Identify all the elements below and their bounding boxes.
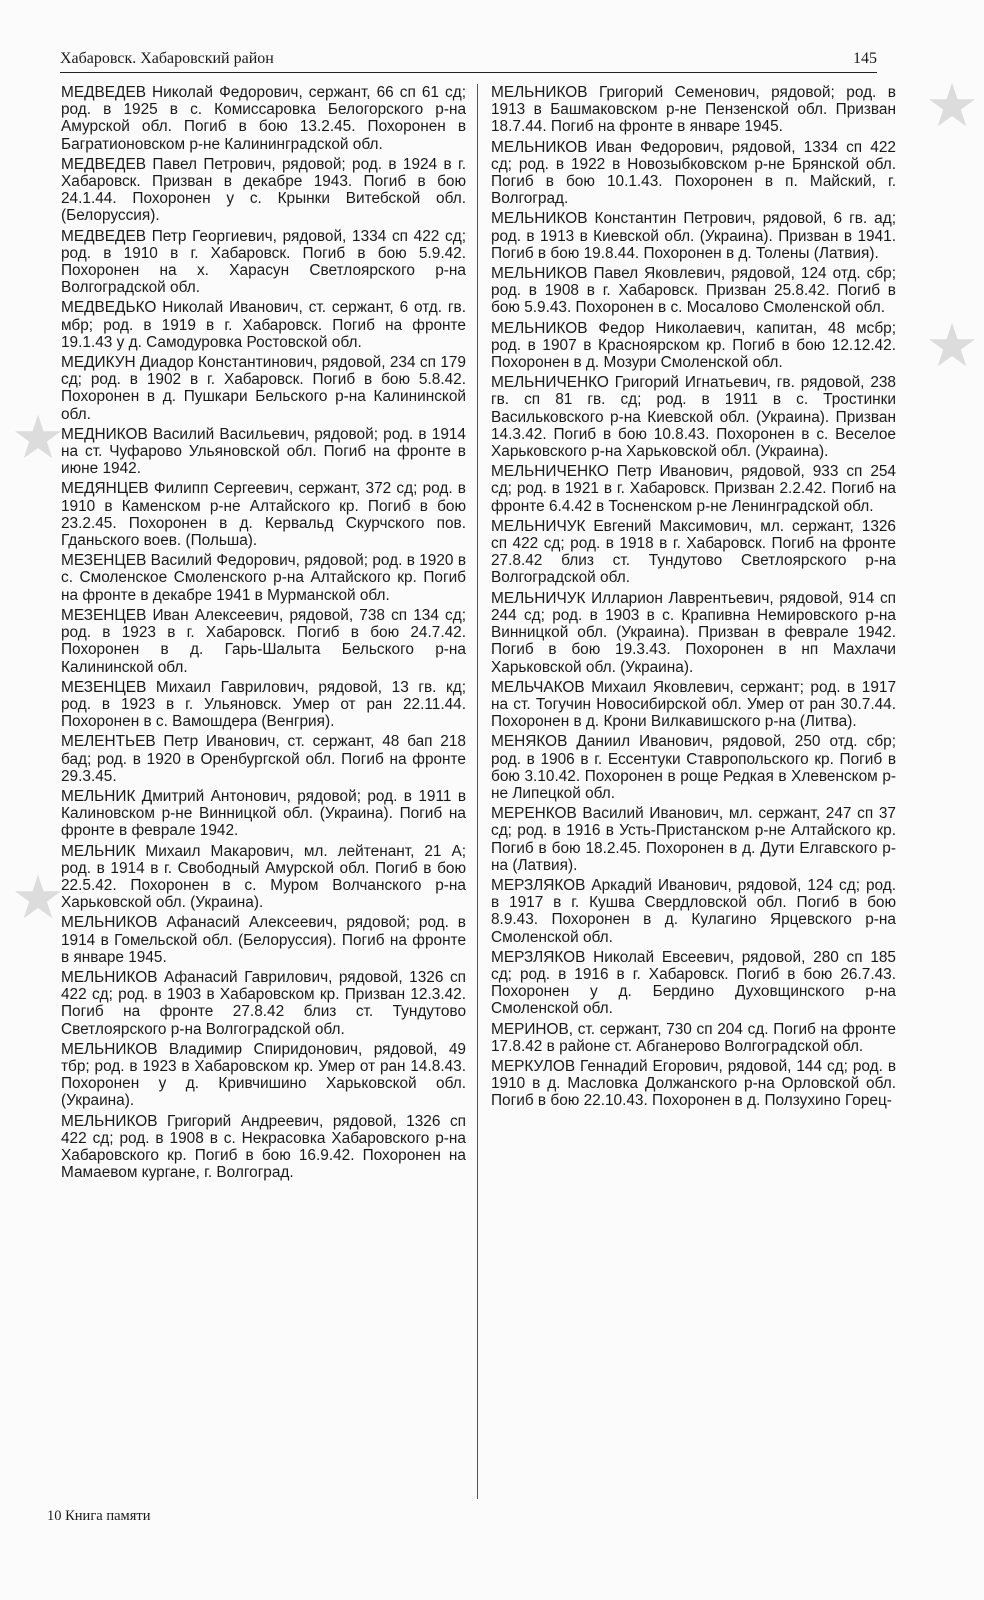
memorial-entry: МЕЛЬЧАКОВ Михаил Яковлевич, сержант; род. в 1917 на ст. Тогучин Новосибирской обл. Умер от ран 30.7.44. Похоронен в д. Крони Вилкавишского р-на (Литва). (491, 678, 896, 731)
memorial-entry: МЕЗЕНЦЕВ Михаил Гаврилович, рядовой, 13 гв. кд; род. в 1923 в г. Ульяновск. Умер от ран 22.11.44. Похоронен в с. Вамошдера (Венгрия). (61, 678, 466, 731)
page-footer: 10 Книга памяти (47, 1508, 151, 1524)
left-column (61, 84, 466, 1184)
page-header (60, 46, 877, 73)
memorial-entry: МЕЛЬНИКОВ Павел Яковлевич, рядовой, 124 отд. сбр; род. в 1908 в г. Хабаровск. Призван 25.8.42. Погиб в бою 5.9.43. Похоронен в с. Мосалово Смоленской обл. (491, 265, 896, 317)
memorial-entry: МЕЛЬНИЧУК Илларион Лаврентьевич, рядовой, 914 сп 244 сд; род. в 1903 в с. Крапивна Немировского р-на Винницкой обл. (Украина). Призван в феврале 1942. Погиб в бою 19.3.43. Похоронен в нп Махлачи Харьковской обл. (Украина). (491, 589, 896, 676)
memorial-entry: МЕРКУЛОВ Геннадий Егорович, рядовой, 144 сд; род. в 1910 в д. Масловка Должанского р-на Орловской обл. Погиб в бою 22.10.43. Похоронен в д. Ползухино Горец- (491, 1057, 896, 1110)
watermark-star-icon: ★ (11, 403, 65, 473)
memorial-entry: МЕДВЕДЬКО Николай Иванович, ст. сержант, 6 отд. гв. мбр; род. в 1919 в г. Хабаровск. Погиб на фронте 19.1.43 у д. Самодуровка Ростовской обл. (61, 299, 466, 351)
memorial-entry: МЕРЗЛЯКОВ Аркадий Иванович, рядовой, 124 сд; род. в 1917 в г. Кушва Свердловской обл. Погиб в бою 8.9.43. Похоронен в д. Кулагино Ярцевского р-на Смоленской обл. (491, 876, 896, 946)
column-divider (477, 84, 478, 1499)
memorial-entry: МЕДЯНЦЕВ Филипп Сергеевич, сержант, 372 сд; род. в 1910 в Каменском р-не Алтайского кр. Погиб в бою 23.2.45. Похоронен в д. Кервальд Скурчского пов. Гданьского воев. (Польша). (61, 480, 466, 550)
memorial-entry: МЕЛЬНИКОВ Иван Федорович, рядовой, 1334 сп 422 сд; род. в 1922 в Новозыбковском р-не Брянской обл. Погиб в бою 10.1.43. Похоронен в п. Майский, г. Волгоград. (491, 138, 896, 208)
memorial-entry: МЕРИНОВ, ст. сержант, 730 сп 204 сд. Погиб на фронте 17.8.42 в районе ст. Абганерово Волгоградской обл. (491, 1020, 896, 1055)
memorial-entry: МЕЗЕНЦЕВ Иван Алексеевич, рядовой, 738 сп 134 сд; род. в 1923 в г. Хабаровск. Погиб в бою 24.7.42. Похоронен в д. Гарь-Шалыта Бельского р-на Калининской обл. (61, 606, 466, 676)
right-column (491, 84, 896, 1113)
memorial-entry: МЕЛЬНИК Дмитрий Антонович, рядовой; род. в 1911 в Калиновском р-не Винницкой обл. (Украина). Погиб на фронте в феврале 1942. (61, 787, 466, 840)
memorial-entry: МЕЗЕНЦЕВ Василий Федорович, рядовой; род. в 1920 в с. Смоленское Смоленского р-на Алтайского кр. Погиб на фронте в декабре 1941 в Мурманской обл. (61, 552, 466, 604)
page-number: 145 (853, 50, 877, 67)
running-title: Хабаровск. Хабаровский район (60, 50, 274, 67)
memorial-entry: МЕЛЕНТЬЕВ Петр Иванович, ст. сержант, 48 бап 218 бад; род. в 1920 в Оренбургской обл. Погиб на фронте 29.3.45. (61, 733, 466, 785)
memorial-entry: МЕДВЕДЕВ Николай Федорович, сержант, 66 сп 61 сд; род. в 1925 в с. Комиссаровка Белогорского р-на Амурской обл. Погиб в бою 13.2.45. Похоронен в Багратионовском р-не Калининградской обл. (61, 84, 466, 153)
memorial-entry: МЕНЯКОВ Даниил Иванович, рядовой, 250 отд. сбр; род. в 1906 в г. Ессентуки Ставропольского кр. Погиб в бою 3.10.42. Похоронен в роще Редкая в Хлевенском р-не Липецкой обл. (491, 733, 896, 802)
memorial-entry: МЕЛЬНИКОВ Григорий Андреевич, рядовой, 1326 сп 422 сд; род. в 1908 в с. Некрасовка Хабаровского р-на Хабаровского кр. Погиб в бою 16.9.42. Похоронен на Мамаевом кургане, г. Волгоград. (61, 1112, 466, 1182)
memorial-entry: МЕЛЬНИЧЕНКО Петр Иванович, рядовой, 933 сп 254 сд; род. в 1921 в г. Хабаровск. Призван 2.2.42. Погиб на фронте 6.4.42 в Тосненском р-не Ленинградской обл. (491, 463, 896, 515)
watermark-star-icon: ★ (925, 311, 979, 381)
memorial-entry: МЕЛЬНИКОВ Федор Николаевич, капитан, 48 мсбр; род. в 1907 в Красноярском кр. Погиб в бою 12.12.42. Похоронен в д. Мозури Смоленской обл. (491, 319, 896, 372)
memorial-entry: МЕДВЕДЕВ Павел Петрович, рядовой; род. в 1924 в г. Хабаровск. Призван в декабре 1943. Погиб в бою 24.1.44. Похоронен у с. Крынки Витебской обл. (Белоруссия). (61, 155, 466, 225)
memorial-entry: МЕЛЬНИК Михаил Макарович, мл. лейтенант, 21 А; род. в 1914 в г. Свободный Амурской обл. Погиб в бою 22.5.42. Похоронен в с. Муром Волчанского р-на Харьковской обл. (Украина). (61, 842, 466, 912)
memorial-entry: МЕЛЬНИКОВ Григорий Семенович, рядовой; род. в 1913 в Башмаковском р-не Пензенской обл. Призван 18.7.44. Погиб на фронте в январе 1945. (491, 84, 896, 136)
memorial-entry: МЕЛЬНИКОВ Афанасий Алексеевич, рядовой; род. в 1914 в Гомельской обл. (Белоруссия). Погиб на фронте в январе 1945. (61, 914, 466, 966)
watermark-star-icon: ★ (925, 71, 979, 141)
memorial-entry: МЕЛЬНИЧЕНКО Григорий Игнатьевич, гв. рядовой, 238 гв. сп 81 гв. сд; род. в 1911 в с. Тростинки Васильковского р-на Киевской обл. (Украина). Призван 14.3.42. Погиб в бою 10.8.43. Похоронен в с. Веселое Харьковского р-на Харьковской обл. (Украина). (491, 374, 896, 461)
memorial-entry: МЕДВЕДЕВ Петр Георгиевич, рядовой, 1334 сп 422 сд; род. в 1910 в г. Хабаровск. Погиб в бою 5.9.42. Похоронен на х. Харасун Светлоярского р-на Волгоградской обл. (61, 227, 466, 297)
memorial-entry: МЕРЗЛЯКОВ Николай Евсеевич, рядовой, 280 сп 185 сд; род. в 1916 в г. Хабаровск. Погиб в бою 26.7.43. Похоронен у д. Бердино Духовщинского р-на Смоленской обл. (491, 948, 896, 1018)
memorial-entry: МЕЛЬНИКОВ Афанасий Гаврилович, рядовой, 1326 сп 422 сд; род. в 1903 в Хабаровском кр. Призван 12.3.42. Погиб на фронте 27.8.42 близ ст. Тундутово Светлоярского р-на Волгоградской обл. (61, 968, 466, 1038)
watermark-star-icon: ★ (11, 863, 65, 933)
memorial-entry: МЕДНИКОВ Василий Васильевич, рядовой; род. в 1914 на ст. Чуфарово Ульяновской обл. Погиб на фронте в июне 1942. (61, 425, 466, 478)
memorial-entry: МЕЛЬНИКОВ Константин Петрович, рядовой, 6 гв. ад; род. в 1913 в Киевской обл. (Украина). Призван в 1941. Погиб в бою 19.8.44. Похоронен в д. Толены (Латвия). (491, 210, 896, 262)
memorial-entry: МЕЛЬНИЧУК Евгений Максимович, мл. сержант, 1326 сп 422 сд; род. в 1918 в г. Хабаровск. Погиб на фронте 27.8.42 близ ст. Тундутово Светлоярского р-на Волгоградской обл. (491, 517, 896, 587)
memorial-entry: МЕДИКУН Диадор Константинович, рядовой, 234 сп 179 сд; род. в 1902 в г. Хабаровск. Погиб в бою 5.8.42. Похоронен в д. Пушкари Бельского р-на Калининской обл. (61, 354, 466, 423)
memorial-entry: МЕРЕНКОВ Василий Иванович, мл. сержант, 247 сп 37 сд; род. в 1916 в Усть-Пристанском р-не Алтайского кр. Погиб в бою 18.2.45. Похоронен в д. Дути Елгавского р-на (Латвия). (491, 805, 896, 874)
memorial-entry: МЕЛЬНИКОВ Владимир Спиридонович, рядовой, 49 тбр; род. в 1923 в Хабаровском кр. Умер от ран 14.8.43. Похоронен у д. Кривчишино Харьковской обл. (Украина). (61, 1040, 466, 1110)
